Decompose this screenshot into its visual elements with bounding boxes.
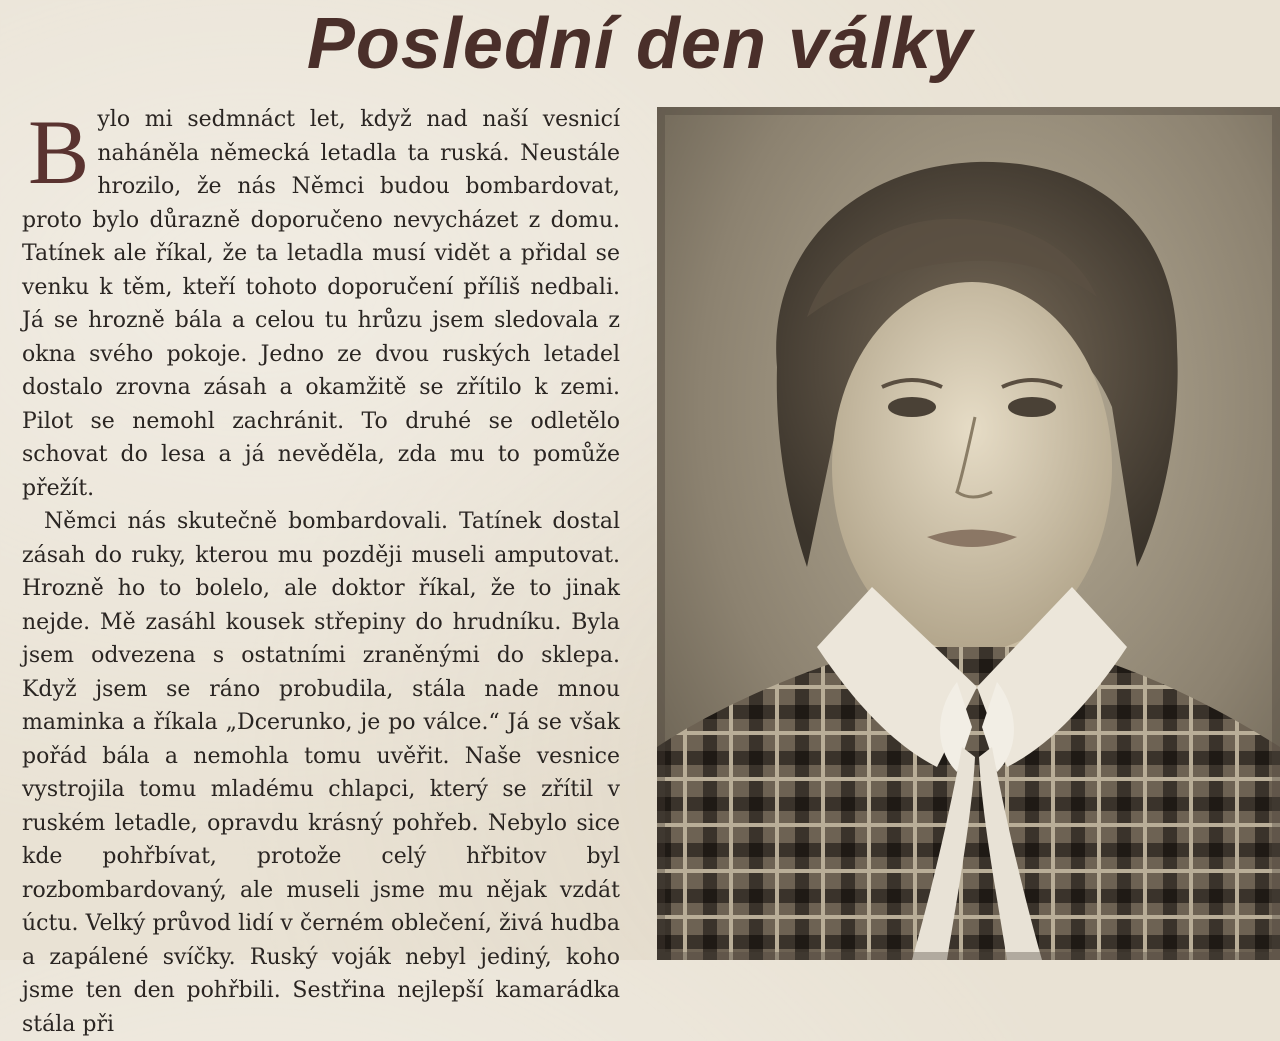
drop-cap: B <box>28 101 90 203</box>
article-paragraph: Němci nás skutečně bombardovali. Tatínek dostal zásah do ruky, kterou mu později museli amputovat. Hrozně ho to bolelo, ale doktor říkal, že to jinak nejde. Mě zasáhl kousek střepiny do hrudníku. Byla jsem odvezena s ostatními zraněnými do sklepa. Když jsem se ráno probudila, stála nade mnou maminka a říkala „Dcerunko, je po válce.“ Já se však pořád bála a nemohla tomu uvěřit. Naše vesnice vystrojila tomu mladému chlapci, který se zřítil v ruském letadle, opravdu krásný pohřeb. Nebylo sice kde pohřbívat, protože celý hřbitov byl rozbombardovaný, ale museli jsme mu nějak vzdát úctu. Velký průvod lidí v černém oblečení, živá hudba a zapálené svíčky. Ruský voják nebyl jediný, koho jsme ten den pohřbili. Sestřina nejlepší kamarádka stála při <box>22 509 620 1037</box>
paragraph-1-text: ylo mi sedmnáct let, když nad naší vesnicí naháněla německá letadla ta ruská. Neustále hrozilo, že nás Němci budou bombardovat, proto bylo důrazně doporučeno nevycházet z domu. Tatínek ale říkal, že ta letadla musí vidět a přidal se venku k těm, kteří tohoto doporučení příliš nedbali. Já se hrozně bála a celou tu hrůzu jsem sledovala z okna svého pokoje. Jedno ze dvou ruských letadel dostalo zrovna zásah a okamžitě se zřítilo k zemi. Pilot se nemohl zachránit. To druhé se odletělo schovat do lesa a já nevěděla, zda mu to pomůže přežít. <box>22 107 620 501</box>
portrait-photo <box>657 107 1280 960</box>
article-title: Poslední den války <box>306 4 974 84</box>
article-body <box>22 103 620 1041</box>
article-paragraph <box>22 103 620 505</box>
